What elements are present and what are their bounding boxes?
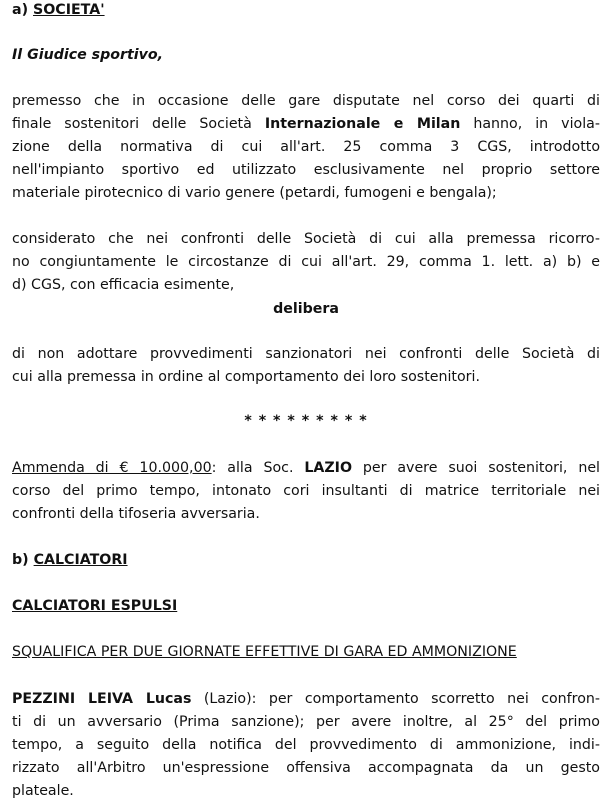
para3-line2: cui alla premessa in ordine al comportamento dei loro sostenitori. (12, 369, 480, 385)
fine-amount: Ammenda di € 10.000,00 (12, 460, 212, 476)
para1-line2: finale sostenitori delle Società Internazionale e Milan hanno, in viola- (12, 116, 600, 132)
para2-line2: no congiuntamente le circostanze di cui all'art. 29, comma 1. lett. a) b) e (12, 254, 600, 270)
separator: * * * * * * * * * (244, 413, 368, 429)
section-b-heading: b) CALCIATORI (12, 552, 128, 568)
judge-title: Il Giudice sportivo, (12, 47, 164, 63)
fine-line3: confronti della tifoseria avversaria. (12, 506, 260, 522)
para1-line3: zione della normativa di cui all'art. 25 comma 3 CGS, introdotto (12, 139, 600, 155)
player-line3: tempo, a seguito della notifica del provvedimento di ammonizione, indi- (12, 737, 600, 753)
player-line5: plateale. (12, 783, 74, 799)
para1-line4: nell'impianto sportivo ed utilizzato esclusivamente nel proprio settore (12, 162, 600, 178)
fine-club: LAZIO (304, 460, 353, 476)
player-line1: PEZZINI LEIVA Lucas (Lazio): per comportamento scorretto nei confron- (12, 691, 600, 707)
para3-line1: di non adottare provvedimenti sanzionatori nei confronti delle Società di (12, 346, 600, 362)
section-a-heading: a) SOCIETA' (12, 2, 105, 18)
fine-line2: corso del primo tempo, intonato cori insultanti di matrice territoriale nei (12, 483, 600, 499)
player-line4: rizzato all'Arbitro un'espressione offensiva accompagnata da un gesto (12, 760, 600, 776)
para1-line1: premesso che in occasione delle gare disputate nel corso dei quarti di (12, 93, 600, 109)
para2-line3: d) CGS, con efficacia esimente, (12, 277, 235, 293)
clubs-names: Internazionale e Milan (264, 116, 461, 132)
para2-line1: considerato che nei confronti delle Società di cui alla premessa ricorro- (12, 231, 600, 247)
para1-line5: materiale pirotecnico di vario genere (petardi, fumogeni e bengala); (12, 185, 497, 201)
player-line2: ti di un avversario (Prima sanzione); per avere inoltre, al 25° del primo (12, 714, 600, 730)
expelled-heading: CALCIATORI ESPULSI (12, 598, 178, 614)
fine-line1: Ammenda di € 10.000,00: alla Soc. LAZIO per avere suoi sostenitori, nel (12, 460, 600, 476)
player-name: PEZZINI LEIVA Lucas (12, 691, 192, 707)
delibera: delibera (273, 301, 339, 317)
suspension-heading: SQUALIFICA PER DUE GIORNATE EFFETTIVE DI GARA ED AMMONIZIONE (12, 644, 517, 660)
